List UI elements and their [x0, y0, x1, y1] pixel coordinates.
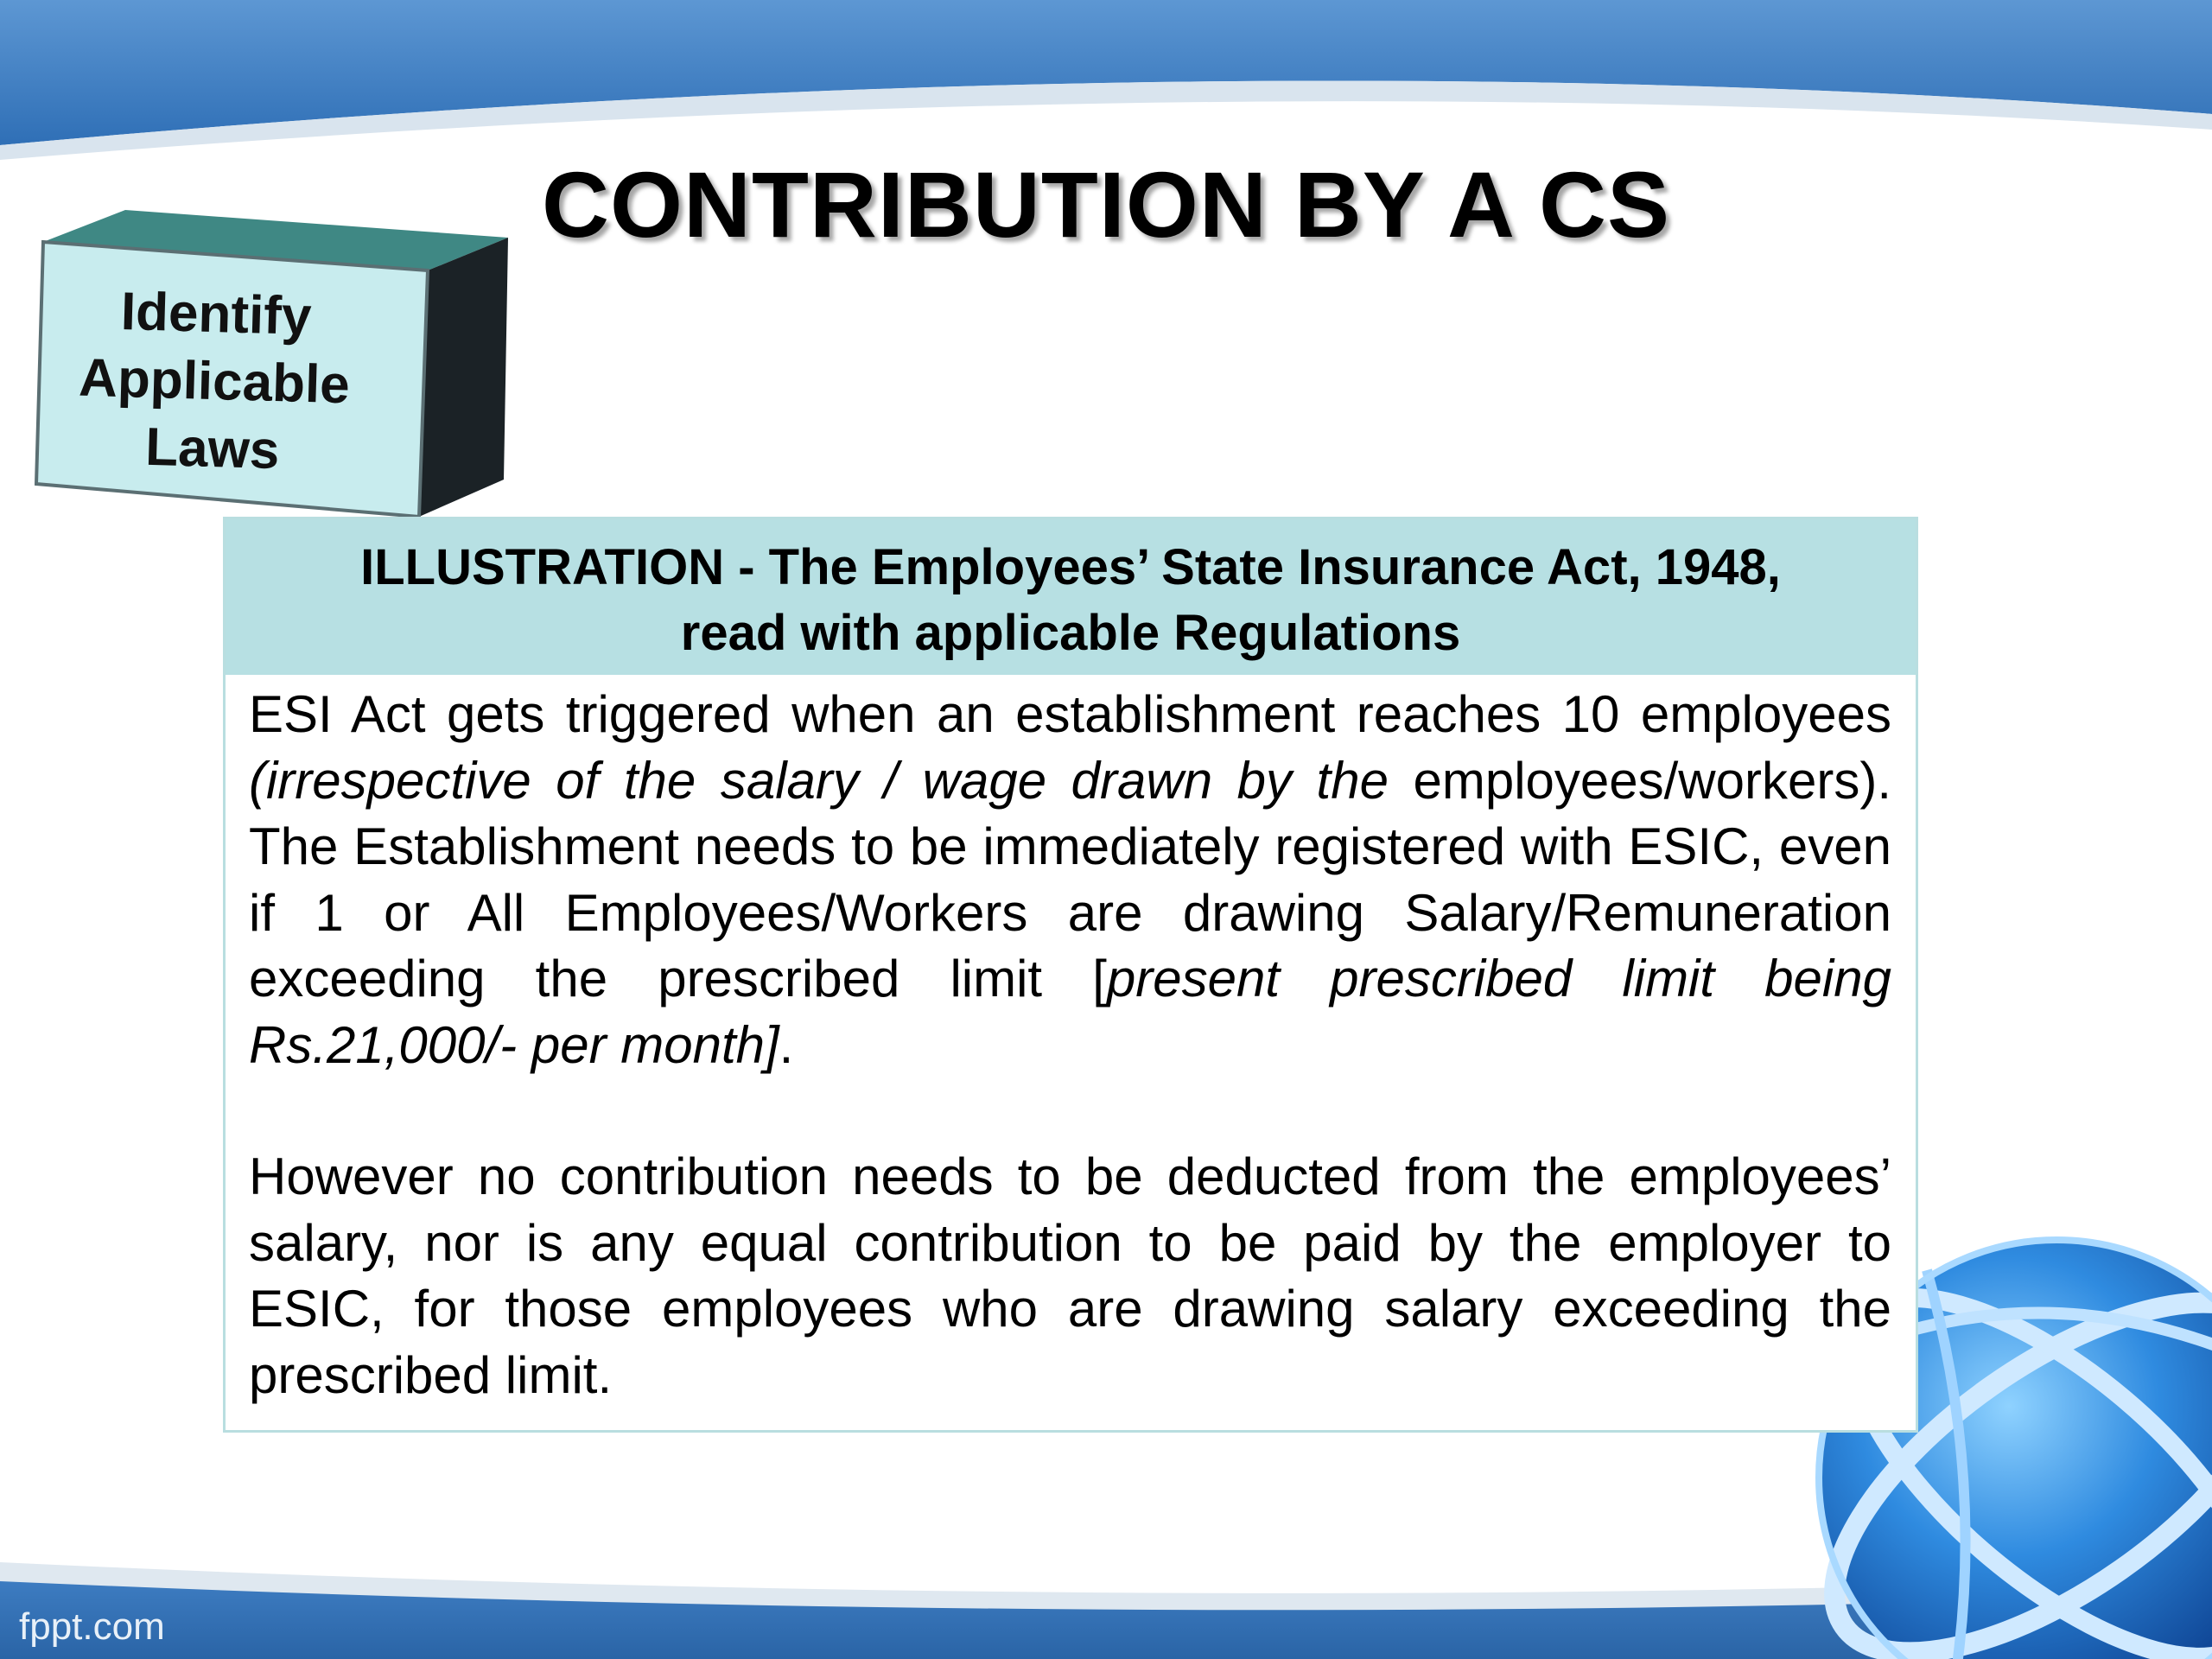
box-label-line: Applicable — [78, 347, 351, 416]
text-run-italic: (irrespective of the salary / wage drawn by the — [249, 751, 1389, 810]
box-label — [39, 276, 390, 487]
paragraph-esi-trigger — [249, 682, 1891, 1078]
header-line: ILLUSTRATION - The Employees’ State Insurance Act, 1948, — [360, 539, 1781, 595]
text-run: ESI Act gets triggered when an establishment reaches 10 employees — [249, 685, 1891, 743]
text-run: employees/workers). The Establishment needs to be immediately registered with ESIC, even if 1 or All Employees/Workers are drawing Salary/Remuneration exceeding the prescribed limit [ — [249, 751, 1891, 1007]
paragraph-no-contribution: However no contribution needs to be deducted from the employees’ salary, nor is any equal contribution to be paid by the employer to ESIC, for those employees who are drawing salary exceeding the prescribed limit. — [249, 1147, 1891, 1404]
text-run: . — [779, 1015, 794, 1074]
illustration-body — [226, 675, 1916, 1408]
footer-brand: fppt.com — [19, 1605, 165, 1648]
slide-title: CONTRIBUTION BY A CS — [541, 152, 1671, 257]
text-run-italic: present prescribed limit being Rs.21,000/- per month] — [249, 950, 1891, 1074]
header-line: read with applicable Regulations — [680, 605, 1461, 661]
box-label-line: Identify — [120, 281, 313, 347]
illustration-panel — [223, 517, 1918, 1433]
box-label-line: Laws — [144, 416, 281, 481]
illustration-header — [226, 519, 1916, 675]
